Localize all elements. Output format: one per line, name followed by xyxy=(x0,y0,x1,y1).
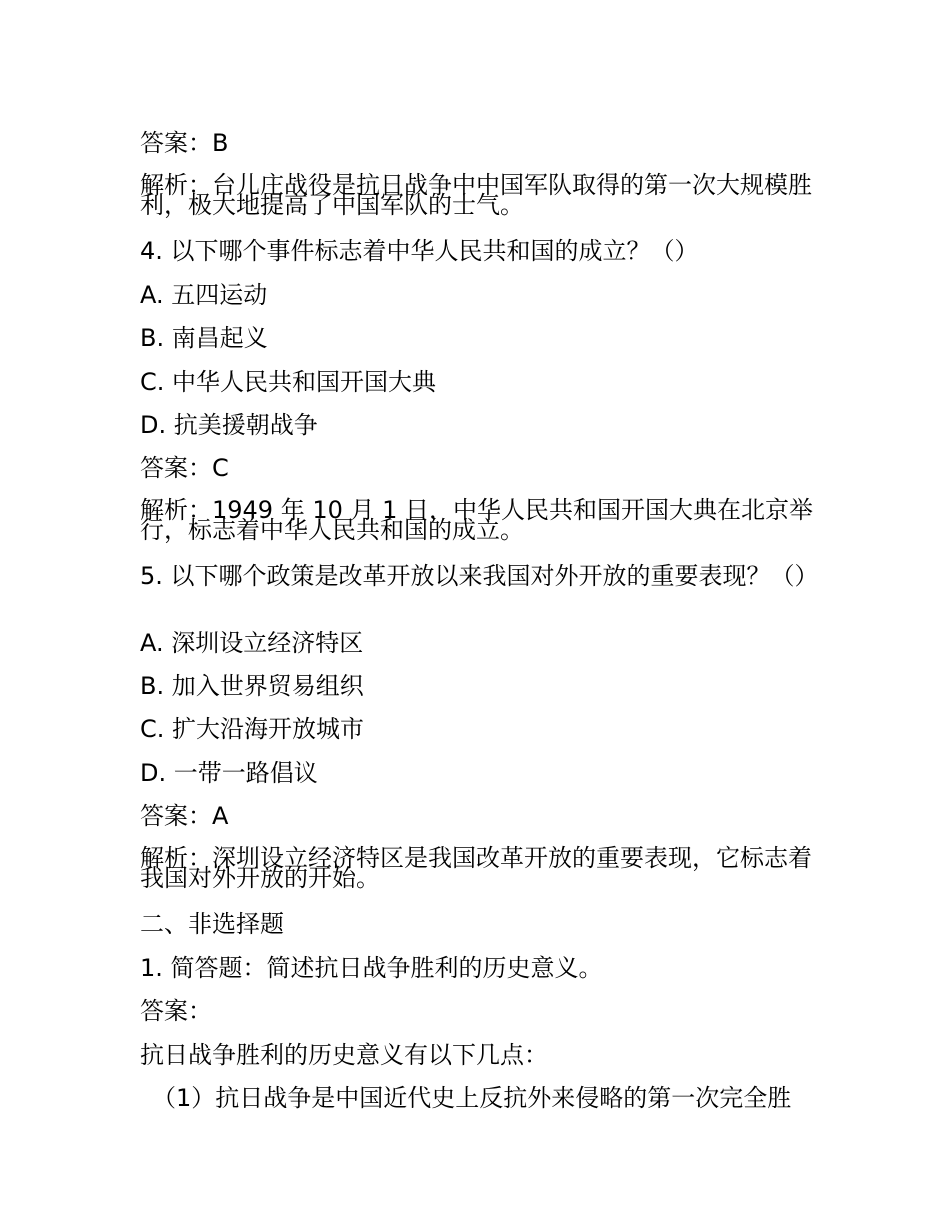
answer-intro: 抗日战争胜利的历史意义有以下几点： xyxy=(140,1041,548,1069)
answer-line: 答案：B xyxy=(140,129,229,157)
explanation-paragraph: 解析：深圳设立经济特区是我国改革开放的重要表现，它标志着我国对外开放的开始。 xyxy=(140,844,812,892)
section-heading: 二、非选择题 xyxy=(140,910,284,938)
question-4: 4. 以下哪个事件标志着中华人民共和国的成立？（） xyxy=(140,237,699,265)
explanation-paragraph: 解析：1949 年 10 月 1 日，中华人民共和国开国大典在北京举行，标志着中华人民共和国的成立。 xyxy=(140,496,814,544)
answer-line: 答案：A xyxy=(140,802,229,830)
option-a: A. 深圳设立经济特区 xyxy=(140,629,364,657)
explanation-paragraph: 解析：台儿庄战役是抗日战争中中国军队取得的第一次大规模胜利，极大地提高了中国军队的士气。 xyxy=(140,171,812,219)
option-b: B. 南昌起义 xyxy=(140,324,268,352)
option-d: D. 一带一路倡议 xyxy=(140,759,318,787)
option-b: B. 加入世界贸易组织 xyxy=(140,672,364,700)
answer-point-1: （1）抗日战争是中国近代史上反抗外来侵略的第一次完全胜 xyxy=(152,1084,792,1112)
answer-line: 答案：C xyxy=(140,454,229,482)
question-5: 5. 以下哪个政策是改革开放以来我国对外开放的重要表现？（） xyxy=(140,562,819,590)
answer-line: 答案： xyxy=(140,997,212,1025)
short-answer-question: 1. 简答题：简述抗日战争胜利的历史意义。 xyxy=(140,954,603,982)
option-c: C. 扩大沿海开放城市 xyxy=(140,715,365,743)
option-c: C. 中华人民共和国开国大典 xyxy=(140,368,437,396)
option-d: D. 抗美援朝战争 xyxy=(140,411,318,439)
option-a: A. 五四运动 xyxy=(140,281,268,309)
